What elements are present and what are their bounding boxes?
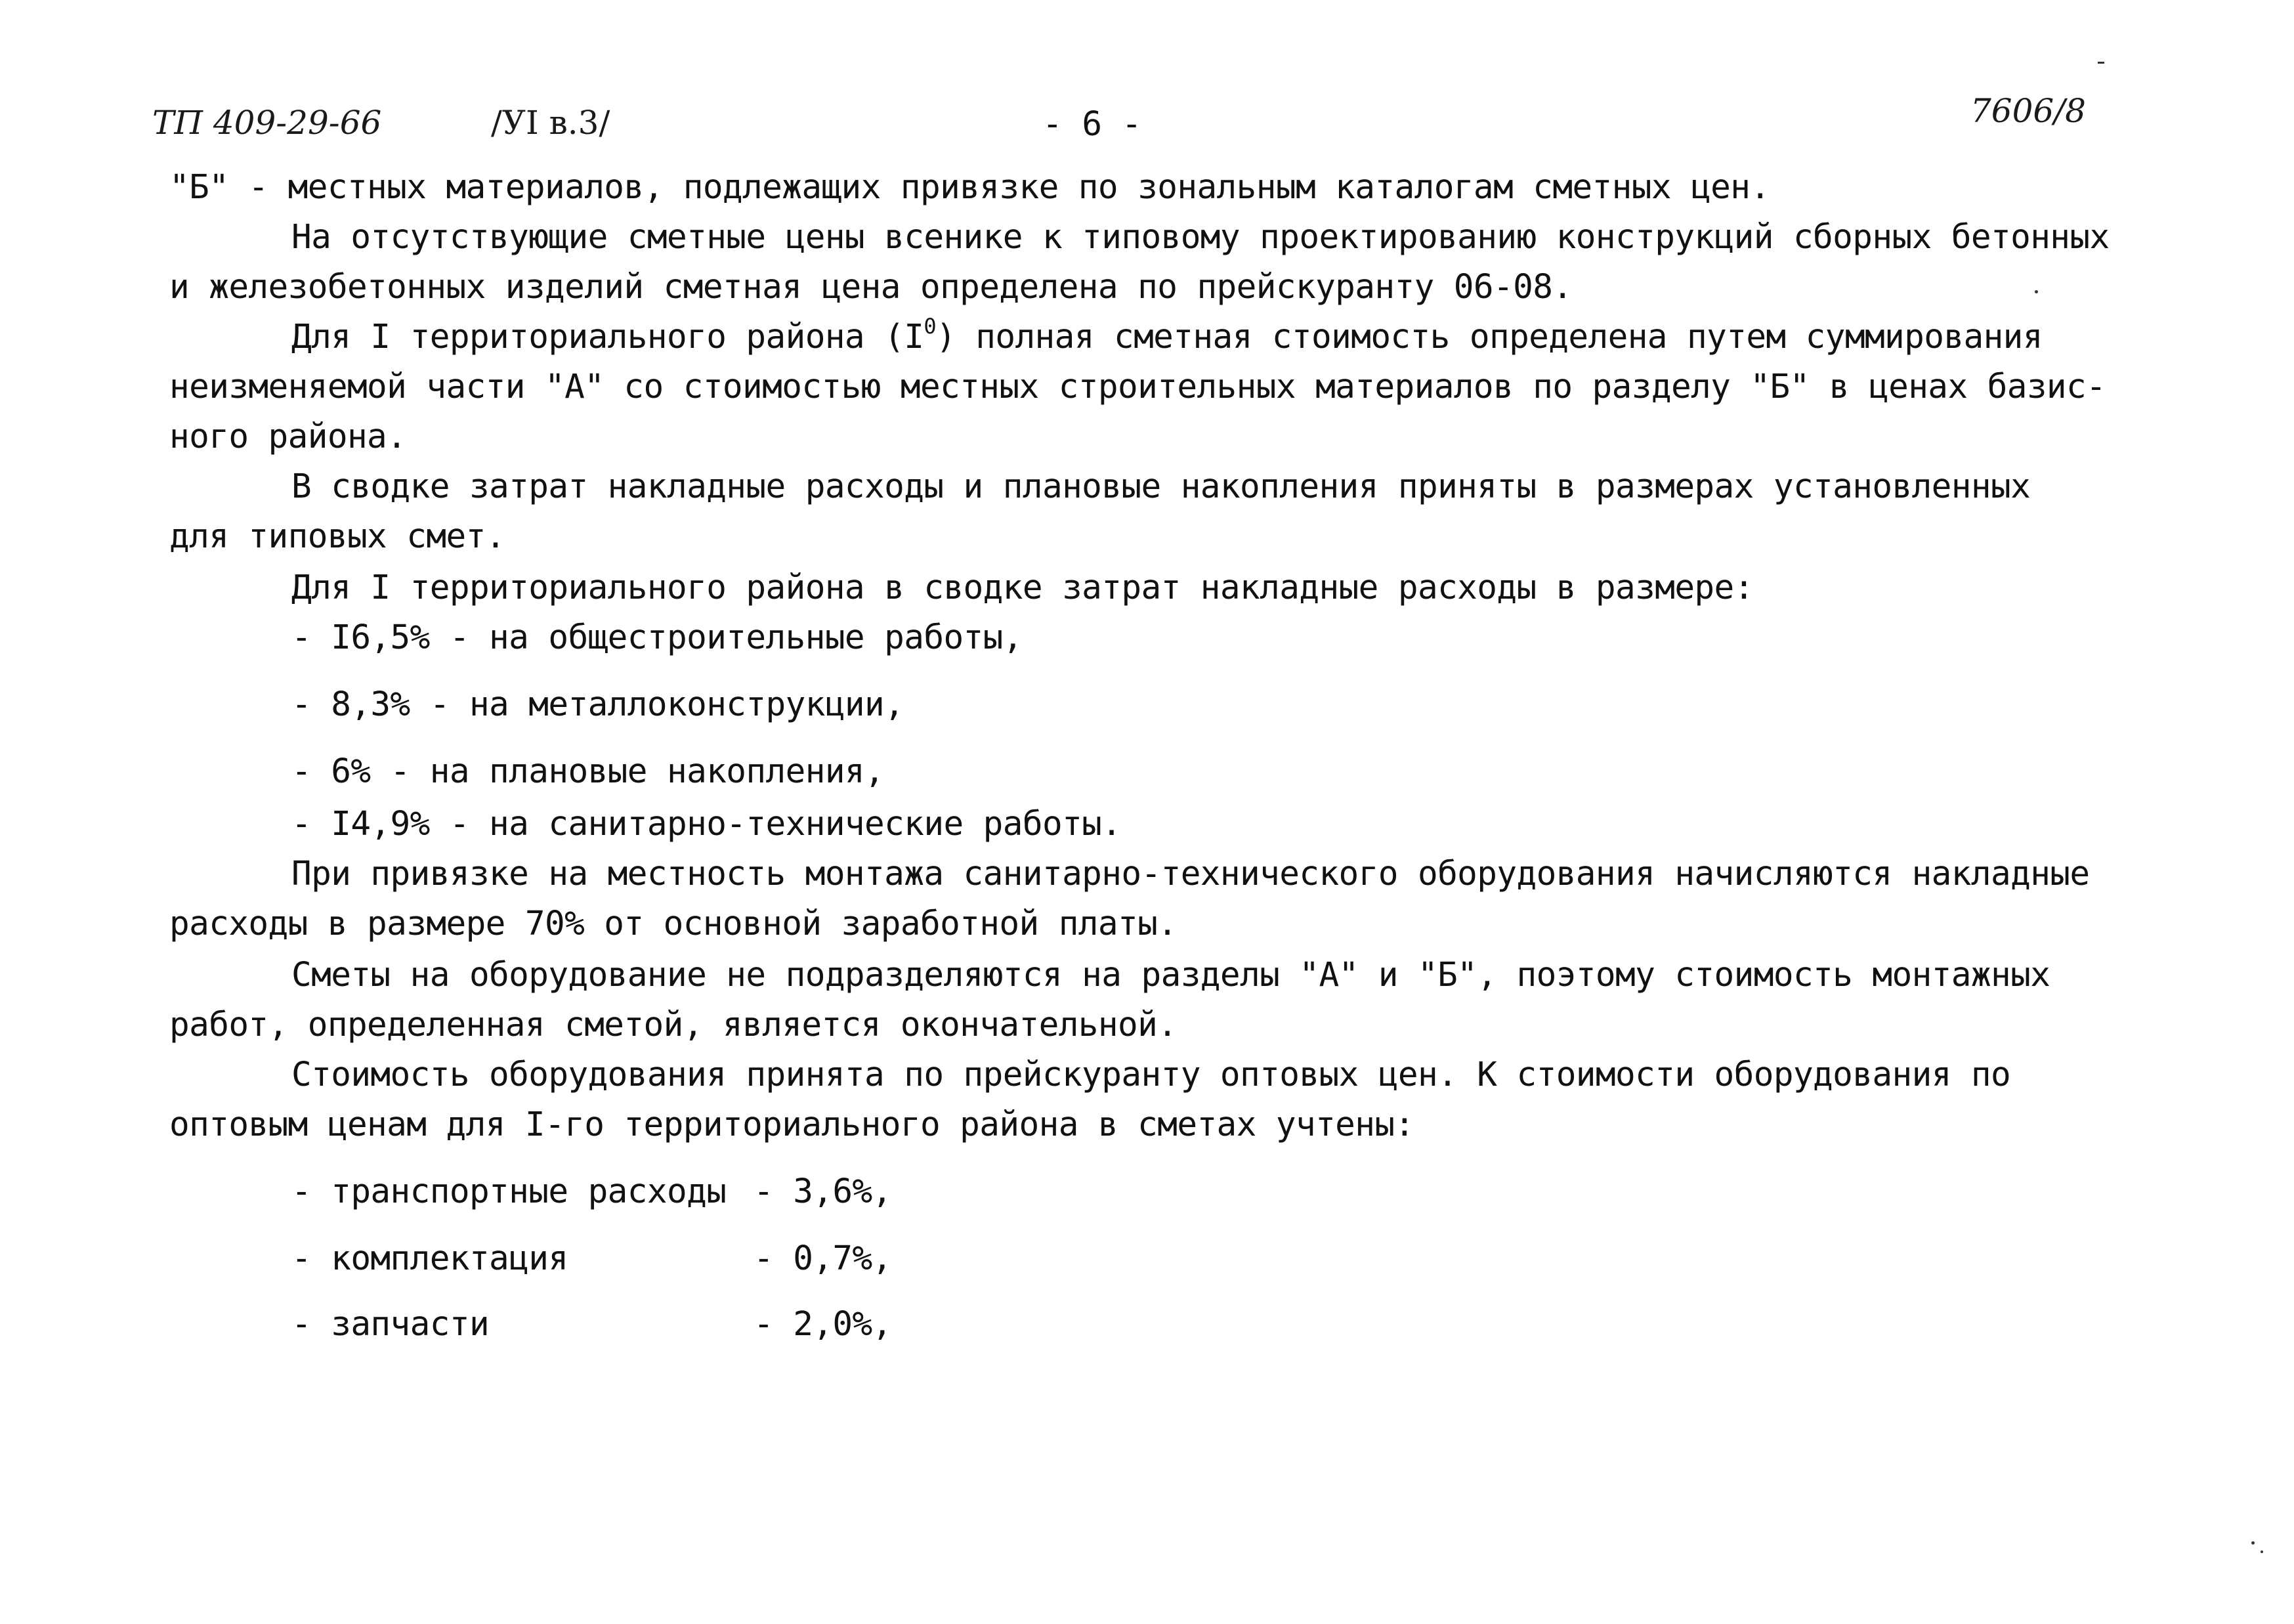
rate-item: - 6% - на плановые накопления, bbox=[291, 752, 885, 791]
paragraph-line: В сводке затрат накладные расходы и плановые накопления приняты в размерах установленных bbox=[291, 467, 2031, 506]
paragraph-line: "Б" - местных материалов, подлежащих привязке по зональным каталогам сметных цен. bbox=[169, 168, 1770, 207]
doc-code: ТП 409-29-66 bbox=[152, 104, 382, 142]
scan-speck bbox=[2098, 62, 2104, 64]
cost-value: - 2,0%, bbox=[754, 1305, 892, 1344]
rate-item: - I4,9% - на санитарно-технические работы. bbox=[291, 805, 1122, 844]
paragraph-line: Стоимость оборудования принята по прейскуранту оптовых цен. К стоимости оборудования по bbox=[291, 1056, 2011, 1094]
paragraph-line bbox=[291, 314, 2043, 357]
paragraph-line: Сметы на оборудование не подразделяются на разделы "А" и "Б", поэтому стоимость монтажных bbox=[291, 956, 2050, 994]
scan-speck bbox=[2261, 1550, 2263, 1553]
rate-item: - I6,5% - на общестроительные работы, bbox=[291, 618, 1023, 657]
paragraph-line: На отсутствующие сметные цены всенике к типовому проектированию конструкций сборных бетонных bbox=[291, 218, 2110, 257]
scan-speck bbox=[2251, 1541, 2255, 1545]
paragraph-line: и железобетонных изделий сметная цена определена по прейскуранту 06-08. bbox=[169, 268, 1573, 307]
page-number: - 6 - bbox=[1042, 105, 1142, 144]
scan-speck bbox=[2035, 290, 2038, 293]
paragraph-line: работ, определенная сметой, является окончательной. bbox=[169, 1006, 1178, 1044]
cost-label: - транспортные расходы bbox=[291, 1172, 727, 1211]
paragraph-line: При привязке на местность монтажа санитарно-технического оборудования начисляются накладные bbox=[291, 855, 2090, 893]
paragraph-line: оптовым ценам для I-го территориального района в сметах учтены: bbox=[169, 1105, 1414, 1144]
volume-label: /УI в.3/ bbox=[491, 104, 610, 142]
paragraph-line: Для I территориального района в сводке затрат накладные расходы в размере: bbox=[291, 568, 1754, 607]
paragraph-line: для типовых смет. bbox=[169, 517, 505, 556]
paragraph-line: ного района. bbox=[169, 417, 407, 456]
paragraph-line: неизменяемой части "А" со стоимостью местных строительных материалов по разделу "Б" в ценах базис- bbox=[169, 368, 2106, 406]
cost-value: - 3,6%, bbox=[754, 1172, 892, 1211]
cost-label: - комплектация bbox=[291, 1239, 568, 1278]
paragraph-line: расходы в размере 70% от основной заработной платы. bbox=[169, 905, 1178, 943]
superscript-text: 0 bbox=[924, 314, 937, 339]
paragraph-text: Для I территориального района (I bbox=[291, 318, 924, 356]
cost-value: - 0,7%, bbox=[754, 1239, 892, 1278]
rate-item: - 8,3% - на металлоконструкции, bbox=[291, 685, 904, 724]
cost-label: - запчасти bbox=[291, 1305, 490, 1344]
paragraph-text: ) полная сметная стоимость определена путем суммирования bbox=[936, 318, 2043, 356]
sheet-ref: 7606/8 bbox=[1970, 92, 2086, 130]
